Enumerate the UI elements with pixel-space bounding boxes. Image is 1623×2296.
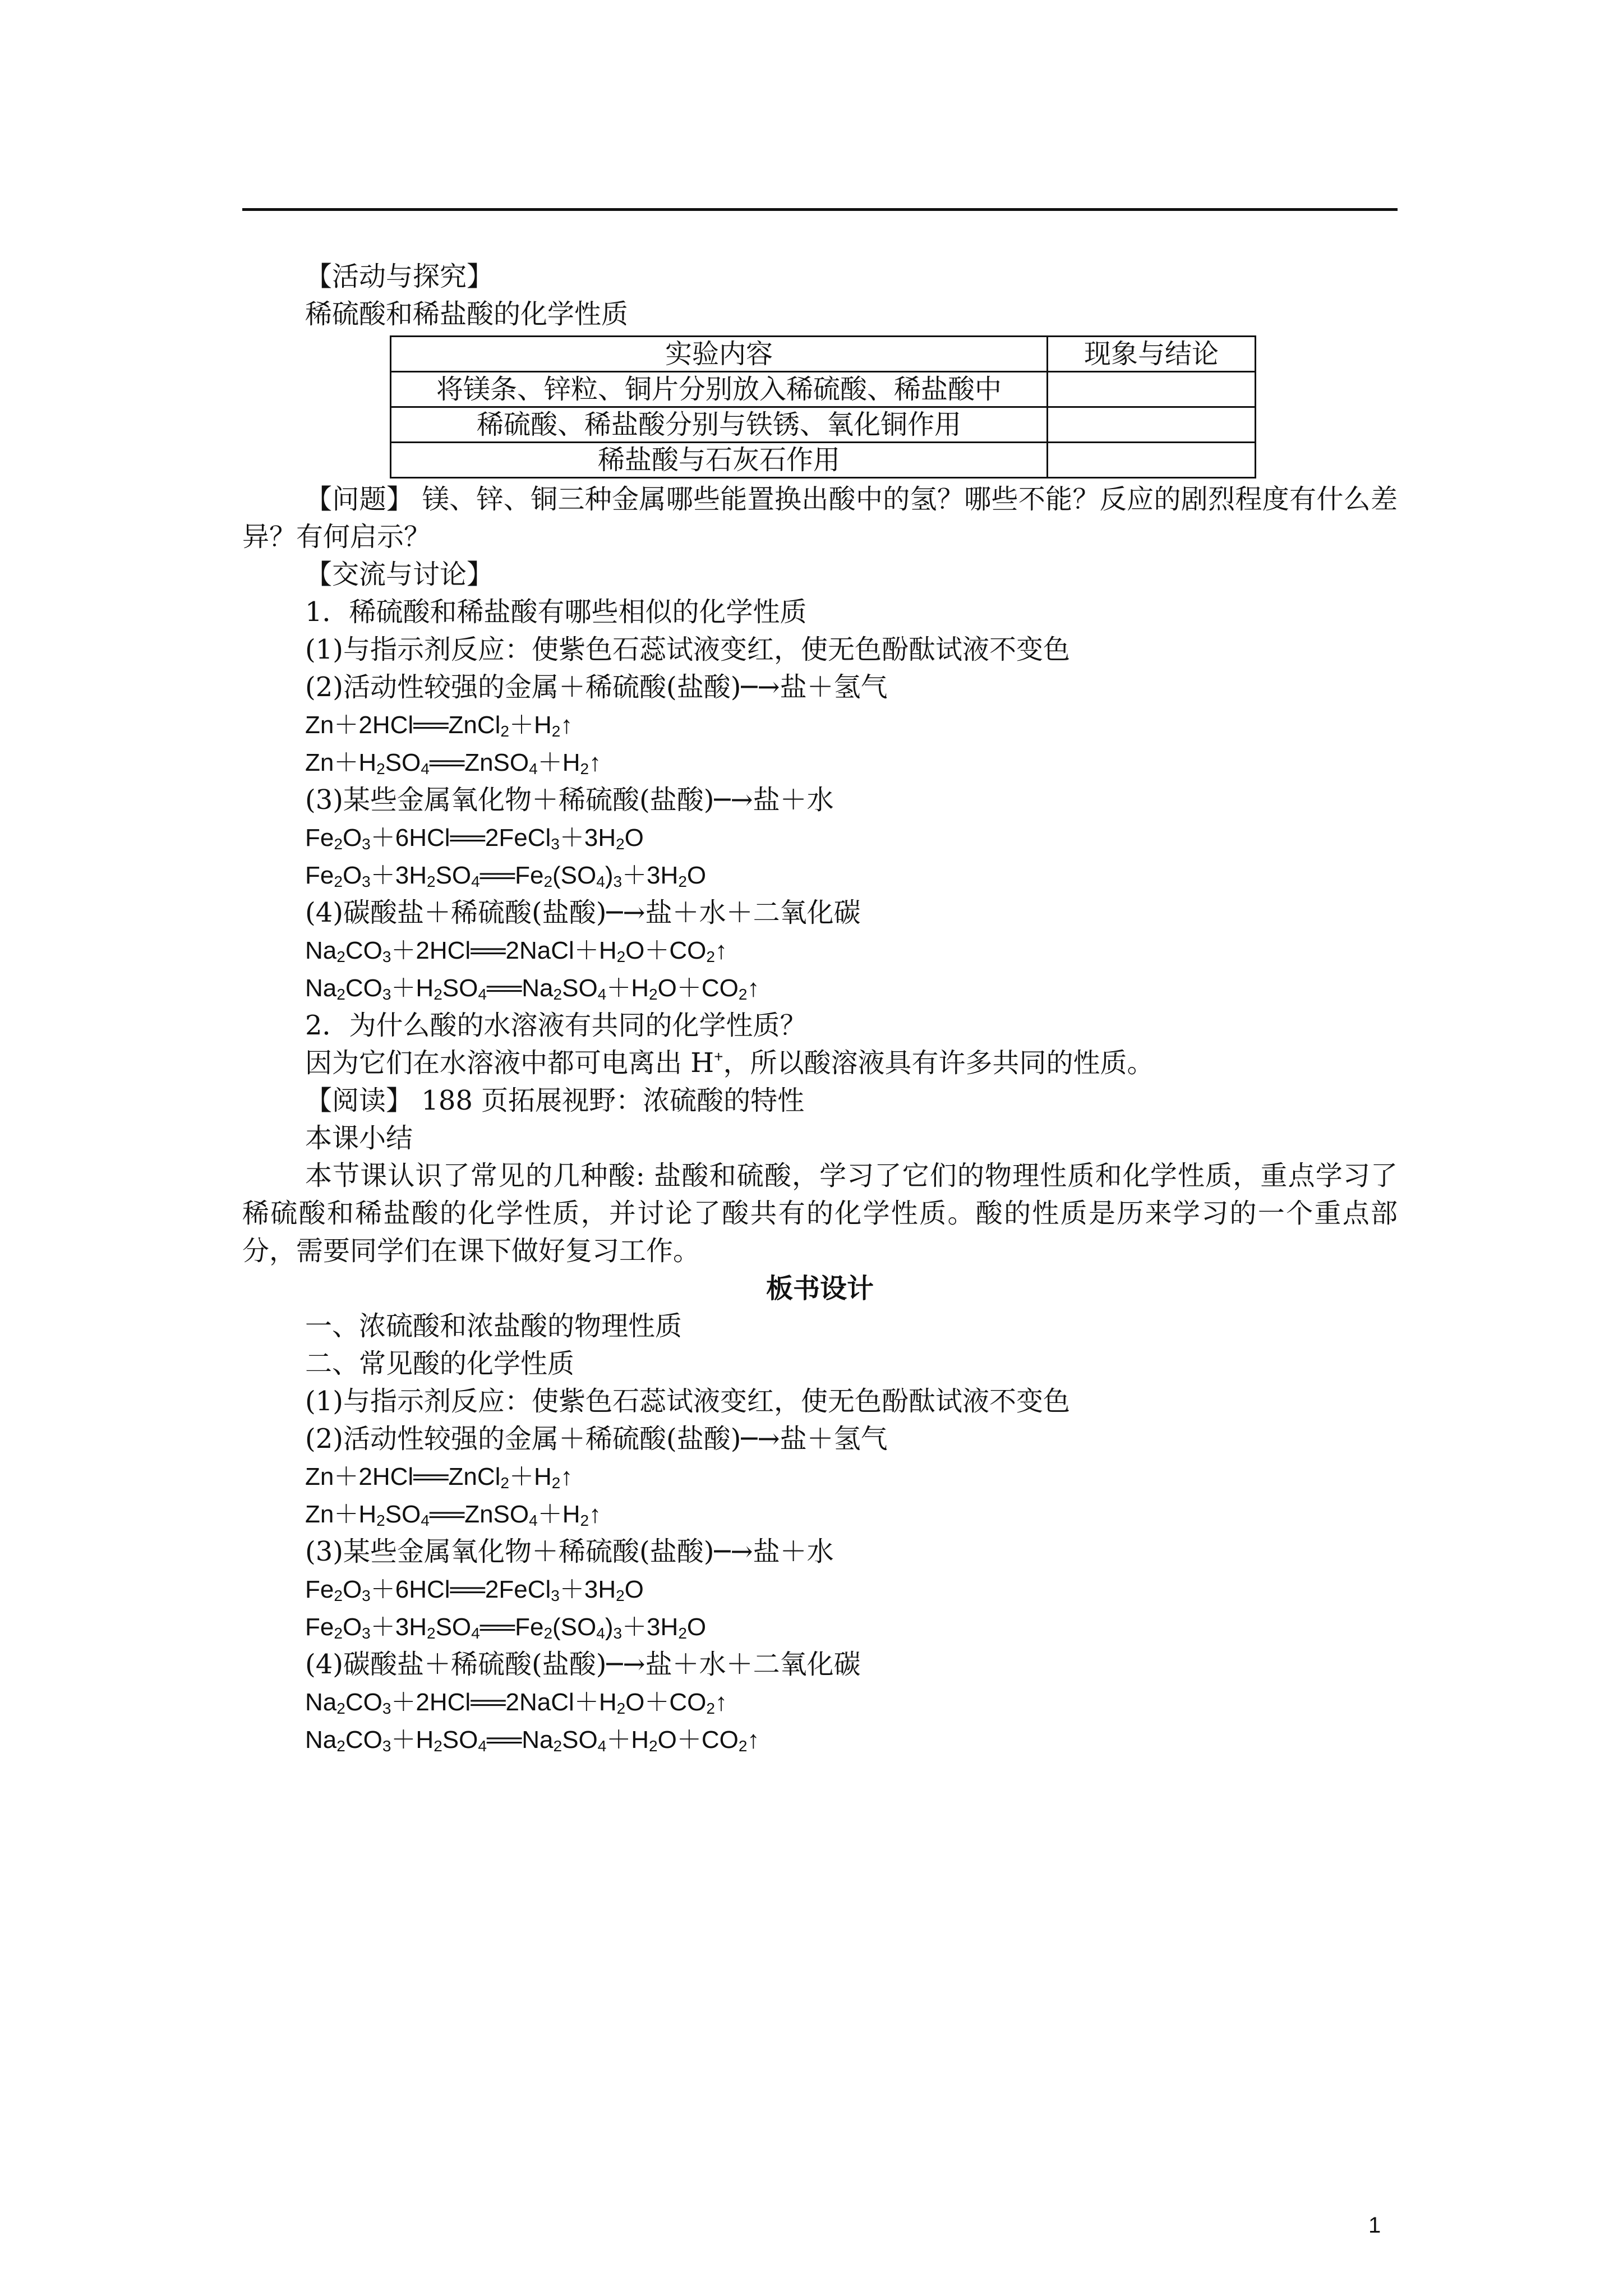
table-header-cell: 实验内容: [391, 337, 1048, 372]
question-label: 【问题】: [305, 484, 414, 515]
board-property-4: (4)碳酸盐＋稀硫酸(盐酸)─→盐＋水＋二氧化碳: [305, 1649, 861, 1680]
question-paragraph: [242, 481, 1398, 556]
equation-zn-hcl: $Zn+2HCl══ZnCl_2+H_2↑$: [305, 711, 573, 740]
equation-fe2o3-hcl: $Fe_2O_3+6HCl══2FeCl_3+3H_2O$: [305, 824, 644, 853]
equation-na2co3-hcl: $Na_2CO_3+2HCl══2NaCl+H_2O+CO_2↑$: [305, 937, 727, 965]
page-number: 1: [1368, 2213, 1381, 2238]
table-cell: [1048, 443, 1256, 478]
header-rule: [242, 208, 1398, 211]
equation-fe2o3-h2so4: $Fe_2O_3+3H_2SO_4══Fe_2(SO_4)_3+3H_2O$: [305, 862, 707, 890]
table-cell: 稀盐酸与石灰石作用: [391, 443, 1048, 478]
property-2: (2)活动性较强的金属＋稀硫酸(盐酸)─→盐＋氢气: [305, 671, 888, 703]
board-equation-fe2o3-hcl: $Fe_2O_3+6HCl══2FeCl_3+3H_2O$: [305, 1576, 644, 1604]
discussion-heading: 【交流与讨论】: [305, 559, 494, 590]
discussion-answer-2: 因为它们在水溶液中都可电离出 H+，所以酸溶液具有许多共同的性质。: [305, 1047, 1154, 1079]
table-row: [391, 372, 1256, 407]
table-cell: 将镁条、锌粒、铜片分别放入稀硫酸、稀盐酸中: [391, 372, 1048, 407]
board-property-2: (2)活动性较强的金属＋稀硫酸(盐酸)─→盐＋氢气: [305, 1423, 888, 1455]
property-3: (3)某些金属氧化物＋稀硫酸(盐酸)─→盐＋水: [305, 784, 834, 816]
board-property-1: (1)与指示剂反应：使紫色石蕊试液变红，使无色酚酞试液不变色: [305, 1386, 1070, 1417]
table-row: [391, 407, 1256, 443]
reading-text: 188 页拓展视野：浓硫酸的特性: [413, 1085, 805, 1116]
board-equation-na2co3-hcl: $Na_2CO_3+2HCl══2NaCl+H_2O+CO_2↑$: [305, 1688, 727, 1717]
question-text: 镁、锌、铜三种金属哪些能置换出酸中的氢？哪些不能？反应的剧烈程度有什么差异？有何启示？: [242, 484, 1398, 553]
board-equation-zn-hcl: $Zn+2HCl══ZnCl_2+H_2↑$: [305, 1463, 573, 1492]
board-equation-na2co3-h2so4: $Na_2CO_3+H_2SO_4══Na_2SO_4+H_2O+CO_2↑$: [305, 1726, 760, 1755]
table-cell: [1048, 407, 1256, 443]
table-cell: 稀硫酸、稀盐酸分别与铁锈、氧化铜作用: [391, 407, 1048, 443]
activity-heading: 【活动与探究】: [305, 261, 494, 292]
property-4: (4)碳酸盐＋稀硫酸(盐酸)─→盐＋水＋二氧化碳: [305, 897, 861, 928]
table-row: [391, 443, 1256, 478]
activity-subtitle: 稀硫酸和稀盐酸的化学性质: [305, 298, 629, 330]
board-equation-fe2o3-h2so4: $Fe_2O_3+3H_2SO_4══Fe_2(SO_4)_3+3H_2O$: [305, 1613, 707, 1642]
board-equation-zn-h2so4: $Zn+H_2SO_4══ZnSO_4+H_2↑$: [305, 1501, 602, 1529]
experiment-table: [390, 335, 1256, 478]
document-body: [242, 258, 1398, 1759]
table-header-row: [391, 337, 1256, 372]
equation-zn-h2so4: $Zn+H_2SO_4══ZnSO_4+H_2↑$: [305, 749, 602, 777]
reading-label: 【阅读】: [305, 1085, 413, 1116]
table-cell: [1048, 372, 1256, 407]
equation-na2co3-h2so4: $Na_2CO_3+H_2SO_4══Na_2SO_4+H_2O+CO_2↑$: [305, 974, 760, 1003]
board-item-2: 二、常见酸的化学性质: [305, 1348, 575, 1379]
discussion-question-2: 2．为什么酸的水溶液有共同的化学性质？: [305, 1010, 807, 1041]
summary-title: 本课小结: [305, 1122, 413, 1154]
property-1: (1)与指示剂反应：使紫色石蕊试液变红，使无色酚酞试液不变色: [305, 634, 1070, 665]
table-header-cell: 现象与结论: [1048, 337, 1256, 372]
reading-line: [242, 1082, 1398, 1120]
discussion-question-1: 1．稀硫酸和稀盐酸有哪些相似的化学性质: [305, 596, 807, 628]
board-item-1: 一、浓硫酸和浓盐酸的物理性质: [305, 1310, 683, 1342]
board-property-3: (3)某些金属氧化物＋稀硫酸(盐酸)─→盐＋水: [305, 1536, 834, 1567]
summary-paragraph: 本节课认识了常见的几种酸: 盐酸和硫酸，学习了它们的物理性质和化学性质，重点学习了稀硫酸和稀盐酸的化学性质，并讨论了酸共有的化学性质。酸的性质是历来学习的一个重点部分，需要同学们在课下做好复习工作。: [242, 1160, 1398, 1267]
board-title: 板书设计: [766, 1273, 874, 1304]
